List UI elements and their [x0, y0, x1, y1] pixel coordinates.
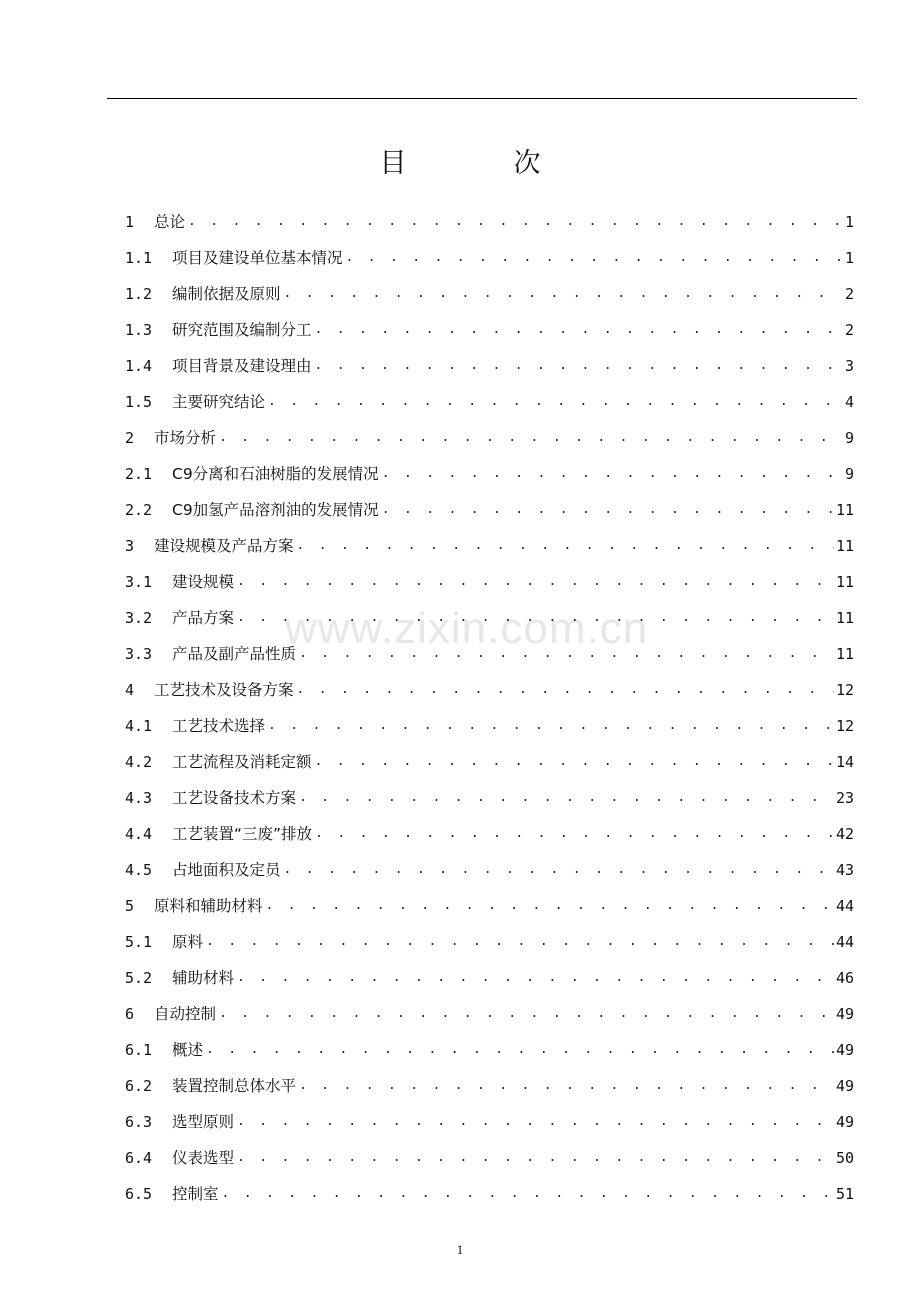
toc-entry[interactable]: [125, 376, 854, 412]
toc-dot-leader: [297, 536, 834, 556]
toc-entry-page: 2: [844, 285, 854, 303]
toc-dot-leader: [237, 1112, 834, 1132]
toc-entry[interactable]: [125, 484, 854, 520]
toc-dot-leader: [299, 788, 834, 808]
toc-entry-number: 1.1: [125, 249, 153, 267]
header-rule: [107, 98, 857, 99]
toc-entry-page: 23: [835, 789, 854, 807]
toc-entry-label: 自动控制: [154, 1005, 217, 1023]
table-of-contents: [125, 196, 854, 1204]
toc-entry-number: 5.1: [125, 933, 153, 951]
watermark: www.zixin.com.cn: [285, 604, 649, 653]
toc-entry-page: 49: [835, 1041, 854, 1059]
toc-entry[interactable]: [125, 592, 854, 628]
toc-entry-label: 辅助材料: [172, 969, 235, 987]
toc-entry-label: 工艺流程及消耗定额: [172, 753, 312, 771]
toc-entry[interactable]: [125, 1132, 854, 1168]
toc-entry-number: 4.4: [125, 825, 153, 843]
toc-dot-leader: [299, 644, 834, 664]
toc-entry[interactable]: [125, 880, 854, 916]
toc-entry[interactable]: [125, 268, 854, 304]
toc-entry[interactable]: [125, 304, 854, 340]
toc-entry-number: 6.5: [125, 1185, 153, 1203]
toc-entry[interactable]: [125, 412, 854, 448]
toc-entry-label: 装置控制总体水平: [172, 1077, 297, 1095]
toc-entry-page: 4: [844, 393, 854, 411]
toc-entry-page: 9: [844, 465, 854, 483]
toc-entry-label: 控制室: [172, 1185, 219, 1203]
toc-entry-number: 1.5: [125, 393, 153, 411]
toc-dot-leader: [297, 680, 834, 700]
toc-entry[interactable]: [125, 808, 854, 844]
toc-entry-number: 4.3: [125, 789, 153, 807]
toc-entry-page: 43: [835, 861, 854, 879]
toc-entry-page: 49: [835, 1005, 854, 1023]
toc-entry-page: 44: [835, 933, 854, 951]
toc-entry[interactable]: [125, 448, 854, 484]
toc-entry-label: C9分离和石油树脂的发展情况: [172, 465, 379, 483]
toc-entry-label: C9加氢产品溶剂油的发展情况: [172, 501, 379, 519]
toc-entry-label: 编制依据及原则: [172, 285, 281, 303]
toc-entry-label: 产品方案: [172, 609, 235, 627]
toc-entry-page: 11: [835, 501, 854, 519]
toc-entry-label: 总论: [154, 213, 186, 231]
toc-entry[interactable]: [125, 1096, 854, 1132]
toc-dot-leader: [315, 824, 834, 844]
toc-dot-leader: [237, 1148, 834, 1168]
toc-dot-leader: [299, 1076, 834, 1096]
toc-entry-label: 产品及副产品性质: [172, 645, 297, 663]
toc-entry-page: 12: [835, 681, 854, 699]
toc-entry[interactable]: [125, 232, 854, 268]
toc-entry[interactable]: [125, 196, 854, 232]
toc-dot-leader: [237, 608, 834, 628]
toc-dot-leader: [315, 752, 834, 772]
toc-dot-leader: [237, 968, 834, 988]
toc-entry-page: 2: [844, 321, 854, 339]
toc-entry-number: 6.2: [125, 1077, 153, 1095]
toc-entry-page: 42: [835, 825, 854, 843]
toc-entry-number: 2.2: [125, 501, 153, 519]
toc-entry-label: 工艺设备技术方案: [172, 789, 297, 807]
toc-entry-page: 11: [835, 645, 854, 663]
toc-entry[interactable]: [125, 520, 854, 556]
toc-entry-number: 6.1: [125, 1041, 153, 1059]
toc-entry-page: 1: [844, 213, 854, 231]
toc-entry-page: 11: [835, 573, 854, 591]
toc-entry[interactable]: [125, 664, 854, 700]
toc-entry-label: 建设规模: [172, 573, 235, 591]
toc-dot-leader: [284, 860, 834, 880]
toc-entry-number: 3.1: [125, 573, 153, 591]
toc-entry-page: 11: [835, 609, 854, 627]
toc-entry-label: 项目及建设单位基本情况: [172, 249, 343, 267]
toc-entry-number: 4.5: [125, 861, 153, 879]
toc-entry-number: 2: [125, 429, 135, 447]
toc-entry-label: 建设规模及产品方案: [154, 537, 294, 555]
toc-entry-label: 项目背景及建设理由: [172, 357, 312, 375]
toc-entry-number: 4.1: [125, 717, 153, 735]
toc-entry[interactable]: [125, 952, 854, 988]
toc-entry-label: 工艺装置“三废”排放: [172, 825, 313, 843]
toc-entry-page: 46: [835, 969, 854, 987]
toc-entry[interactable]: [125, 1060, 854, 1096]
toc-entry[interactable]: [125, 988, 854, 1024]
toc-entry-label: 原料: [172, 933, 204, 951]
toc-entry-label: 概述: [172, 1041, 204, 1059]
toc-dot-leader: [222, 1184, 834, 1204]
toc-entry[interactable]: [125, 736, 854, 772]
toc-entry-page: 12: [835, 717, 854, 735]
toc-dot-leader: [206, 1040, 834, 1060]
toc-dot-leader: [382, 500, 834, 520]
toc-entry-page: 51: [835, 1185, 854, 1203]
toc-entry-label: 研究范围及编制分工: [172, 321, 312, 339]
toc-entry-page: 44: [835, 897, 854, 915]
toc-entry-label: 主要研究结论: [172, 393, 266, 411]
toc-dot-leader: [206, 932, 834, 952]
toc-entry-number: 2.1: [125, 465, 153, 483]
toc-dot-leader: [382, 464, 843, 484]
toc-entry[interactable]: [125, 700, 854, 736]
toc-entry[interactable]: [125, 628, 854, 664]
toc-entry-page: 3: [844, 357, 854, 375]
toc-entry-page: 11: [835, 537, 854, 555]
toc-entry[interactable]: [125, 1024, 854, 1060]
toc-entry-label: 工艺技术选择: [172, 717, 266, 735]
toc-dot-leader: [266, 896, 834, 916]
toc-entry-page: 9: [844, 429, 854, 447]
toc-entry-number: 4: [125, 681, 135, 699]
toc-entry-number: 1.3: [125, 321, 153, 339]
toc-entry-number: 1.2: [125, 285, 153, 303]
toc-entry-number: 1.4: [125, 357, 153, 375]
toc-entry-number: 5: [125, 897, 135, 915]
toc-entry-label: 市场分析: [154, 429, 217, 447]
toc-entry-label: 占地面积及定员: [172, 861, 281, 879]
toc-dot-leader: [188, 212, 843, 232]
toc-entry-number: 6.4: [125, 1149, 153, 1167]
toc-entry-number: 6.3: [125, 1113, 153, 1131]
toc-entry-page: 14: [835, 753, 854, 771]
toc-entry-label: 仪表选型: [172, 1149, 235, 1167]
toc-entry-number: 4.2: [125, 753, 153, 771]
toc-entry-number: 3: [125, 537, 135, 555]
toc-entry-label: 工艺技术及设备方案: [154, 681, 294, 699]
toc-title: 目 次: [379, 148, 581, 179]
toc-entry-page: 49: [835, 1113, 854, 1131]
toc-dot-leader: [237, 572, 834, 592]
toc-entry-label: 原料和辅助材料: [154, 897, 263, 915]
toc-dot-leader: [315, 356, 843, 376]
toc-entry[interactable]: [125, 340, 854, 376]
toc-entry[interactable]: [125, 772, 854, 808]
toc-entry-label: 选型原则: [172, 1113, 235, 1131]
toc-entry-page: 49: [835, 1077, 854, 1095]
toc-entry[interactable]: [125, 844, 854, 880]
toc-entry-number: 6: [125, 1005, 135, 1023]
toc-entry-page: 1: [844, 249, 854, 267]
page-number: 1: [456, 1242, 464, 1257]
toc-dot-leader: [268, 716, 834, 736]
toc-dot-leader: [284, 284, 843, 304]
toc-entry[interactable]: [125, 556, 854, 592]
toc-dot-leader: [268, 392, 843, 412]
toc-dot-leader: [315, 320, 843, 340]
toc-entry-number: 3.2: [125, 609, 153, 627]
toc-entry-number: 1: [125, 213, 135, 231]
toc-entry-number: 5.2: [125, 969, 153, 987]
toc-entry[interactable]: [125, 916, 854, 952]
toc-dot-leader: [219, 1004, 834, 1024]
toc-dot-leader: [219, 428, 843, 448]
toc-dot-leader: [346, 248, 843, 268]
toc-entry-page: 50: [835, 1149, 854, 1167]
toc-entry[interactable]: [125, 1168, 854, 1204]
toc-entry-number: 3.3: [125, 645, 153, 663]
